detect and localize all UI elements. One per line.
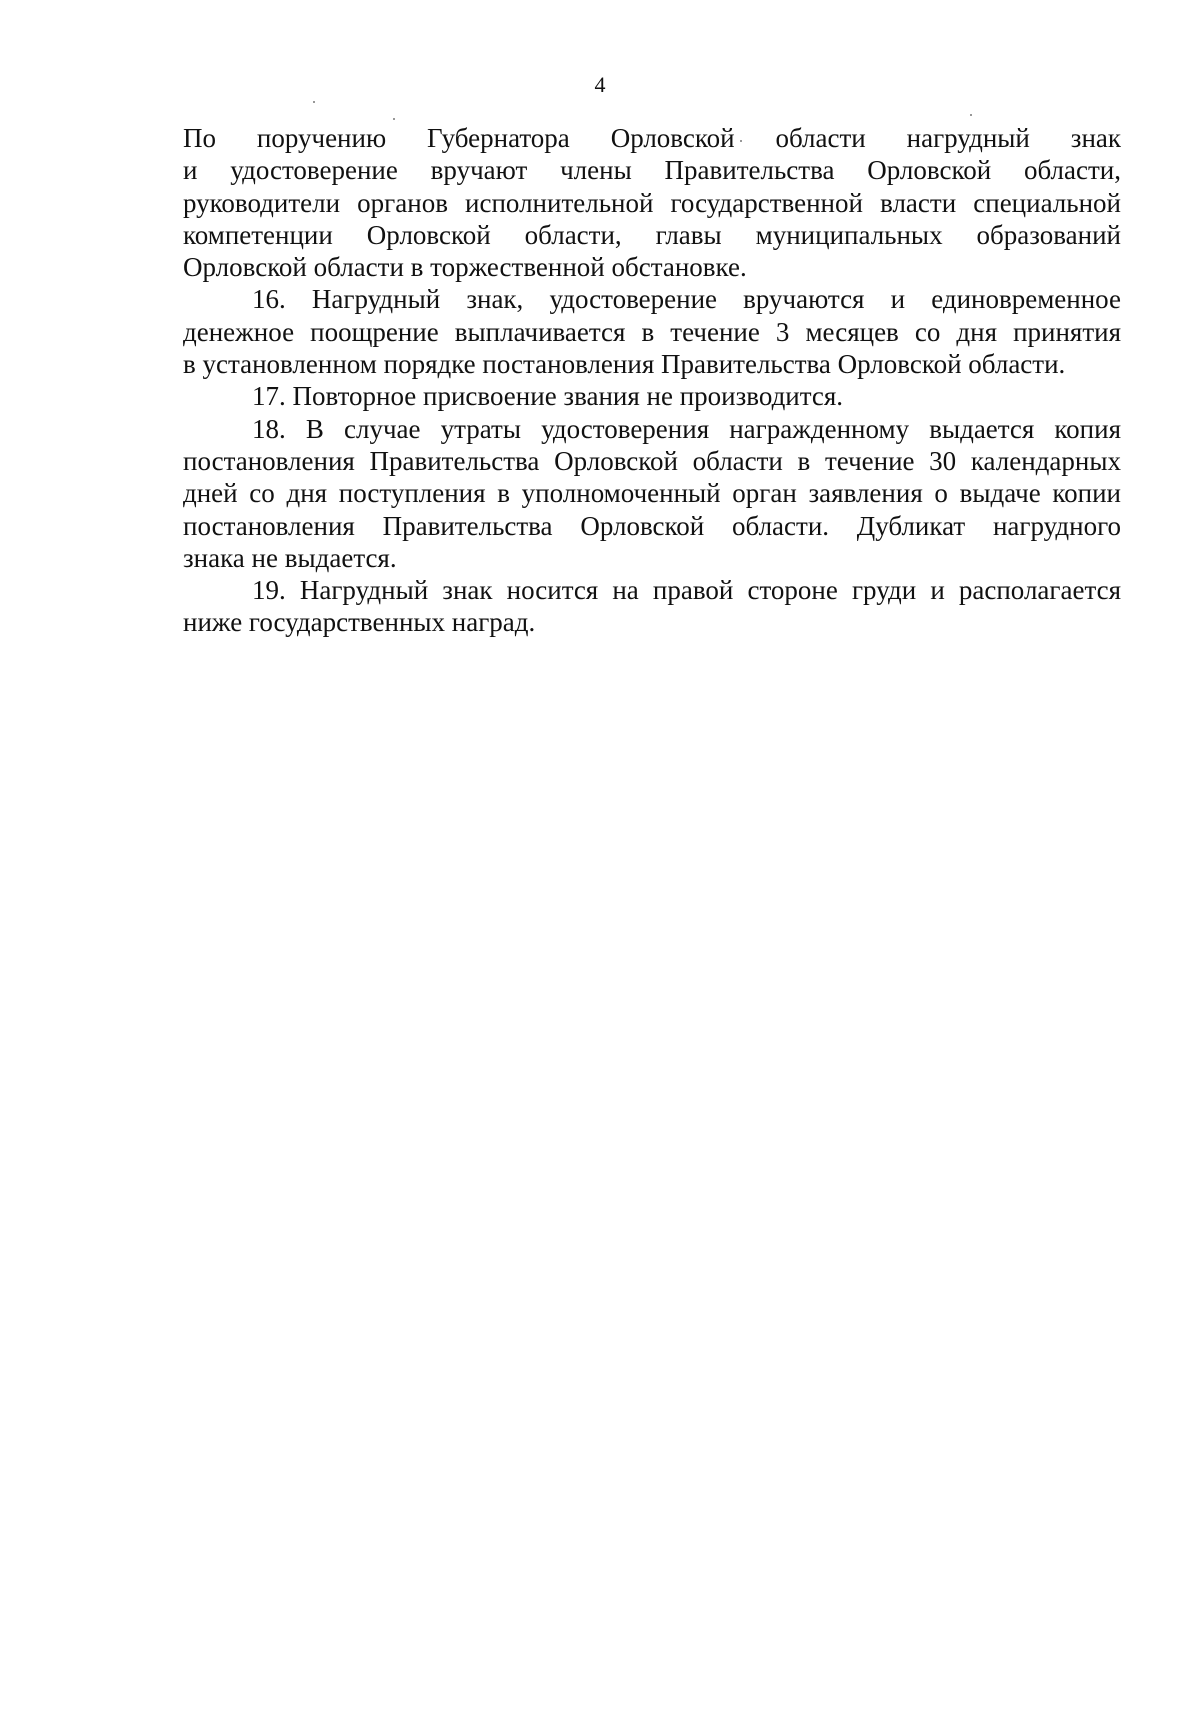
page-number: 4: [594, 72, 606, 97]
text-line: По поручению Губернатора Орловской области нагрудный знак: [183, 123, 1121, 153]
text-line: постановления Правительства Орловской области. Дубликат нагрудного: [183, 510, 1121, 541]
paragraph-19: [183, 574, 1121, 639]
scan-speck: [313, 101, 315, 103]
paragraph-17: [183, 380, 1121, 412]
text-line: дней со дня поступления в уполномоченный орган заявления о выдаче копии: [183, 478, 1121, 509]
text-line: денежное поощрение выплачивается в течение 3 месяцев со дня принятия: [183, 316, 1121, 347]
text-line: ниже государственных наград.: [183, 607, 536, 638]
text-line: знака не выдается.: [183, 542, 397, 573]
paragraph-18: [183, 413, 1121, 574]
text-line: Орловской области в торжественной обстановке.: [183, 252, 747, 283]
text-line: 18. В случае утраты удостоверения награжденному выдается копия: [252, 413, 1121, 444]
scan-speck: [970, 114, 972, 116]
text-line: руководители органов исполнительной государственной власти специальной: [183, 187, 1121, 218]
scan-speck: [393, 118, 395, 120]
text-line: и удостоверение вручают члены Правительства Орловской области,: [183, 155, 1121, 186]
text-line: компетенции Орловской области, главы муниципальных образований: [183, 219, 1121, 250]
text-line: 17. Повторное присвоение звания не производится.: [252, 381, 844, 412]
document-body: [183, 122, 1121, 639]
text-line: 19. Нагрудный знак носится на правой стороне груди и располагается: [252, 575, 1121, 606]
paragraph-award-presentation: [183, 122, 1121, 283]
text-line: 16. Нагрудный знак, удостоверение вручаются и единовременное: [252, 284, 1121, 315]
text-line: постановления Правительства Орловской области в течение 30 календарных: [183, 445, 1121, 476]
text-line: в установленном порядке постановления Правительства Орловской области.: [183, 349, 1066, 380]
paragraph-16: [183, 283, 1121, 380]
